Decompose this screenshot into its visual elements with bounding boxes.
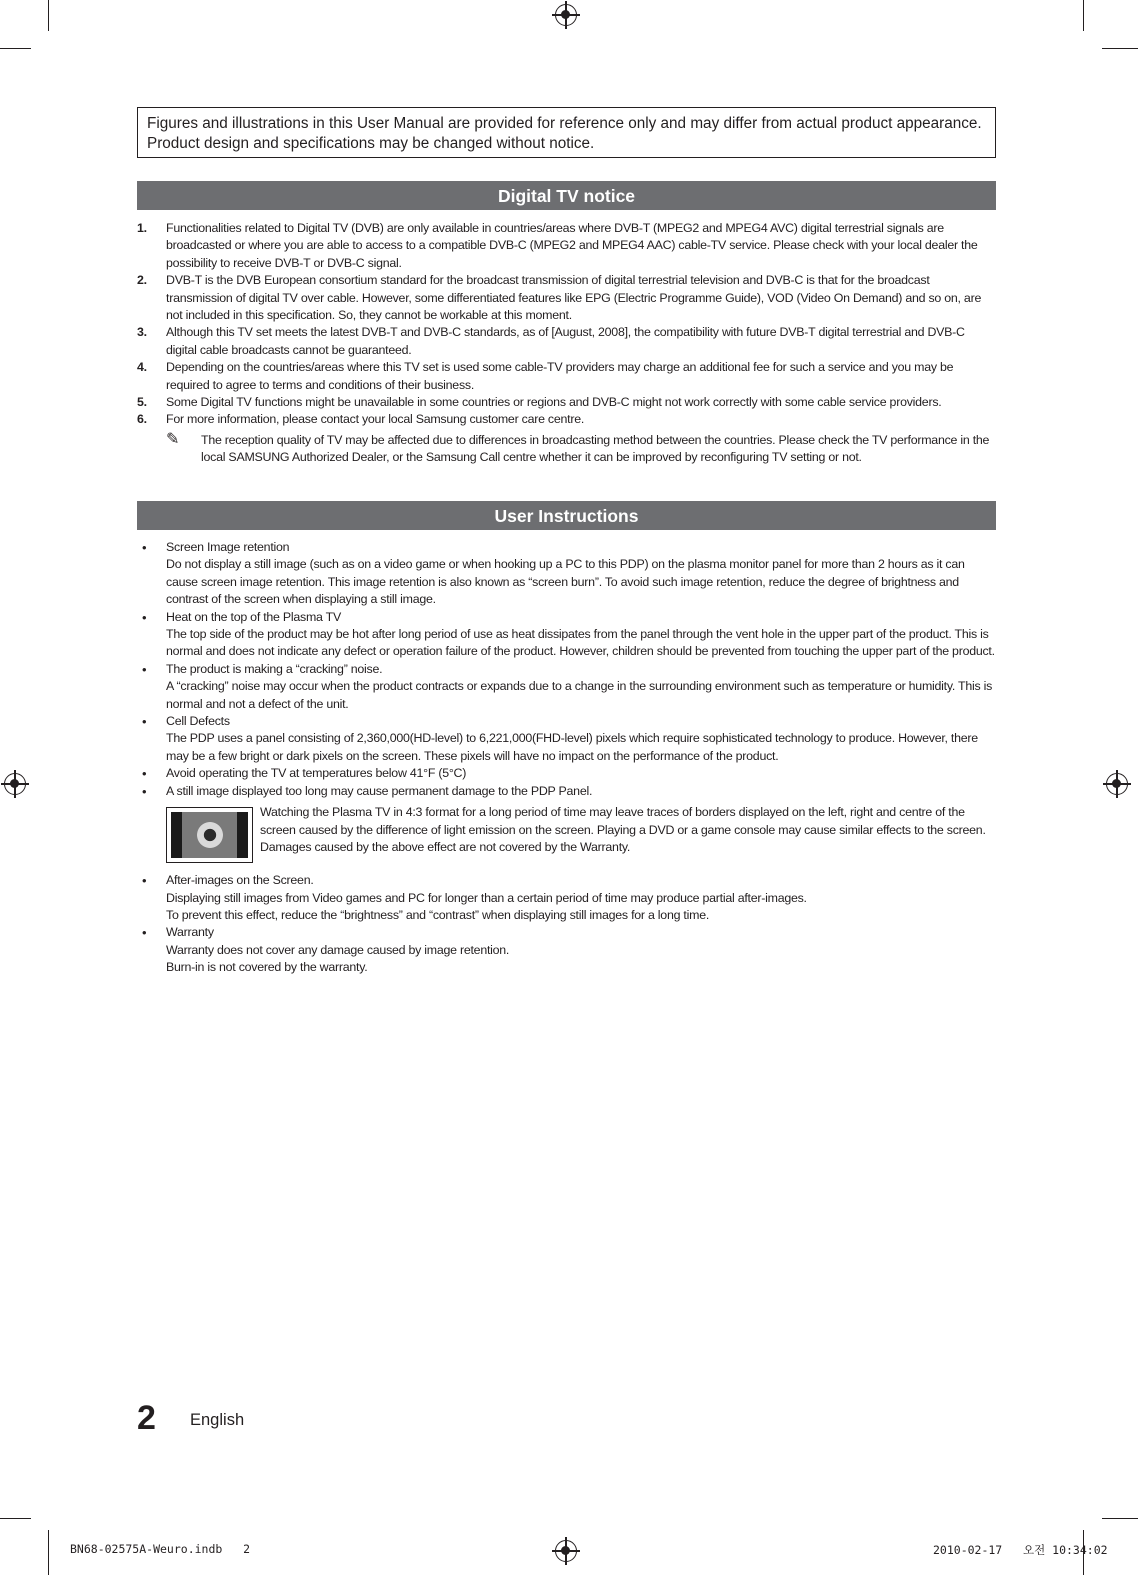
item-body: Displaying still images from Video games and PC for longer than a certain period of time may produce partial after-images. (166, 890, 807, 905)
crop-mark (1102, 1518, 1138, 1519)
list-item: 4. Depending on the countries/areas where this TV set is used some cable-TV providers may charge an additional fee for such a service and you may be required to agree to terms and conditions of their business. (137, 360, 954, 392)
item-heading: Cell Defects (166, 714, 230, 729)
list-item: 1. Functionalities related to Digital TV (DVB) are only available in countries/areas where DVB-T (MPEG2 and MPEG4 AVC) digital terrestrial signals are broadcasted or where you are able to access to a compatible DVB-C (MPEG2 and MPEG4 AAC) cable-TV service. Please check with your local dealer the possibility to receive DVB-T or DVB-C signal. (137, 221, 978, 270)
bullet-icon: • (142, 783, 147, 799)
bullet-icon: • (142, 609, 147, 625)
still-image-note (137, 804, 997, 862)
section-header-digital-tv: Digital TV notice (137, 181, 996, 210)
memo-note: ✎ The reception quality of TV may be affected due to differences in broadcasting method between the countries. Please check the TV performance in the local SAMSUNG Authorized Dealer, or the Samsung Call centre whether it can be improved by reconfiguring TV setting or not. (166, 430, 990, 465)
flower-image-icon (195, 820, 225, 850)
registration-mark-icon (4, 773, 26, 795)
item-body: A “cracking” noise may occur when the product contracts or expands due to a change in the surrounding environment such as temperature or humidity. This is normal and not a defect of the unit. (166, 679, 993, 711)
digital-tv-list (137, 220, 997, 467)
bullet-icon: • (142, 661, 147, 677)
still-image-illustration (166, 807, 253, 863)
bullet-icon: • (142, 873, 147, 889)
disclaimer-line: Figures and illustrations in this User Manual are provided for reference only and may differ from actual product appearance. (147, 115, 982, 132)
disclaimer-box (137, 107, 996, 158)
list-item (137, 924, 997, 976)
user-instructions-list (137, 539, 997, 977)
still-image-warranty-text: Damages caused by the above effect are not covered by the Warranty. (260, 839, 631, 854)
page-number: 2 (137, 1399, 156, 1437)
item-body: Burn-in is not covered by the warranty. (166, 960, 368, 975)
crop-mark (48, 1530, 49, 1575)
list-item: 2. DVB-T is the DVB European consortium standard for the broadcast transmission of digital terrestrial television and DVB-C is that for the broadcast transmission of digital TV over cable. However, some differentiated features like EPG (Electric Programme Guide), VOD (Video On Demand) and so on, are not included in this specification. So, they cannot be workable at this moment. (137, 273, 982, 323)
list-item: 3. Although this TV set meets the latest DVB-T and DVB-C standards, as of [August, 2008], the compatibility with future DVB-T digital terrestrial and DVB-C digital cable broadcasts cannot be guaranteed. (137, 325, 965, 357)
item-body: To prevent this effect, reduce the “brightness” and “contrast” when displaying still images for a long time. (166, 907, 710, 922)
list-item (137, 765, 997, 782)
crop-mark (1102, 48, 1138, 49)
crop-mark (0, 1518, 31, 1519)
pencil-note-icon: ✎ (166, 430, 180, 448)
still-image-text: Watching the Plasma TV in 4:3 format for a long period of time may leave traces of borders displayed on the left, right and centre of the screen caused by the difference of light emission on the screen. Playing a DVD or a game console may cause similar effects to the screen. (260, 805, 986, 837)
item-heading: Heat on the top of the Plasma TV (166, 609, 341, 624)
list-item (137, 783, 997, 800)
print-file-name: BN68-02575A-Weuro.indb 2 (70, 1542, 251, 1556)
disclaimer-line: Product design and specifications may be changed without notice. (147, 135, 595, 152)
item-heading: After-images on the Screen. (166, 873, 314, 888)
item-body: Warranty does not cover any damage caused by image retention. (166, 942, 510, 957)
registration-mark-icon (555, 1540, 577, 1562)
list-item: 5. Some Digital TV functions might be unavailable in some countries or regions and DVB-C might not work correctly with some cable service providers. (137, 395, 942, 410)
bullet-icon: • (142, 925, 147, 941)
list-item (137, 661, 997, 713)
item-body: The top side of the product may be hot after long period of use as heat dissipates from the panel through the vent hole in the upper part of the product. This is normal and does not indicate any defect or operation failure of the product. However, children should be prevented from touching the upper part of the product. (166, 627, 995, 659)
list-item (137, 609, 997, 661)
bullet-icon: • (142, 540, 147, 555)
item-heading: A still image displayed too long may cause permanent damage to the PDP Panel. (166, 783, 593, 798)
crop-mark (0, 48, 31, 49)
list-item (137, 872, 997, 924)
item-heading: Warranty (166, 925, 214, 940)
item-body: Do not display a still image (such as on a video game or when hooking up a PC to this PDP) on the plasma monitor panel for more than 2 hours as it can cause screen image retention. This image retention is also known as “screen burn”. To avoid such image retention, reduce the degree of brightness and contrast of the screen when displaying a still image. (166, 557, 965, 607)
item-heading: The product is making a “cracking” noise. (166, 661, 383, 676)
item-body: The PDP uses a panel consisting of 2,360,000(HD-level) to 6,221,000(FHD-level) pixels which require sophisticated technology to produce. However, there may be a few bright or dark pixels on the screen. These pixels will have no impact on the performance of the product. (166, 731, 978, 763)
print-timestamp: 2010-02-17 오전 10:34:02 (933, 1543, 1108, 1557)
list-item (137, 539, 997, 609)
item-heading: Avoid operating the TV at temperatures below 41°F (5°C) (166, 766, 467, 781)
section-header-user-instructions: User Instructions (137, 501, 996, 530)
list-item (137, 713, 997, 765)
crop-mark (48, 0, 49, 31)
crop-mark (1083, 0, 1084, 31)
item-heading: Screen Image retention (166, 540, 290, 554)
registration-mark-icon (555, 4, 577, 26)
page-language: English (190, 1411, 245, 1429)
bullet-icon: • (142, 714, 147, 730)
bullet-icon: • (142, 766, 147, 782)
list-item: 6. For more information, please contact your local Samsung customer care centre. (137, 412, 585, 427)
registration-mark-icon (1106, 773, 1128, 795)
